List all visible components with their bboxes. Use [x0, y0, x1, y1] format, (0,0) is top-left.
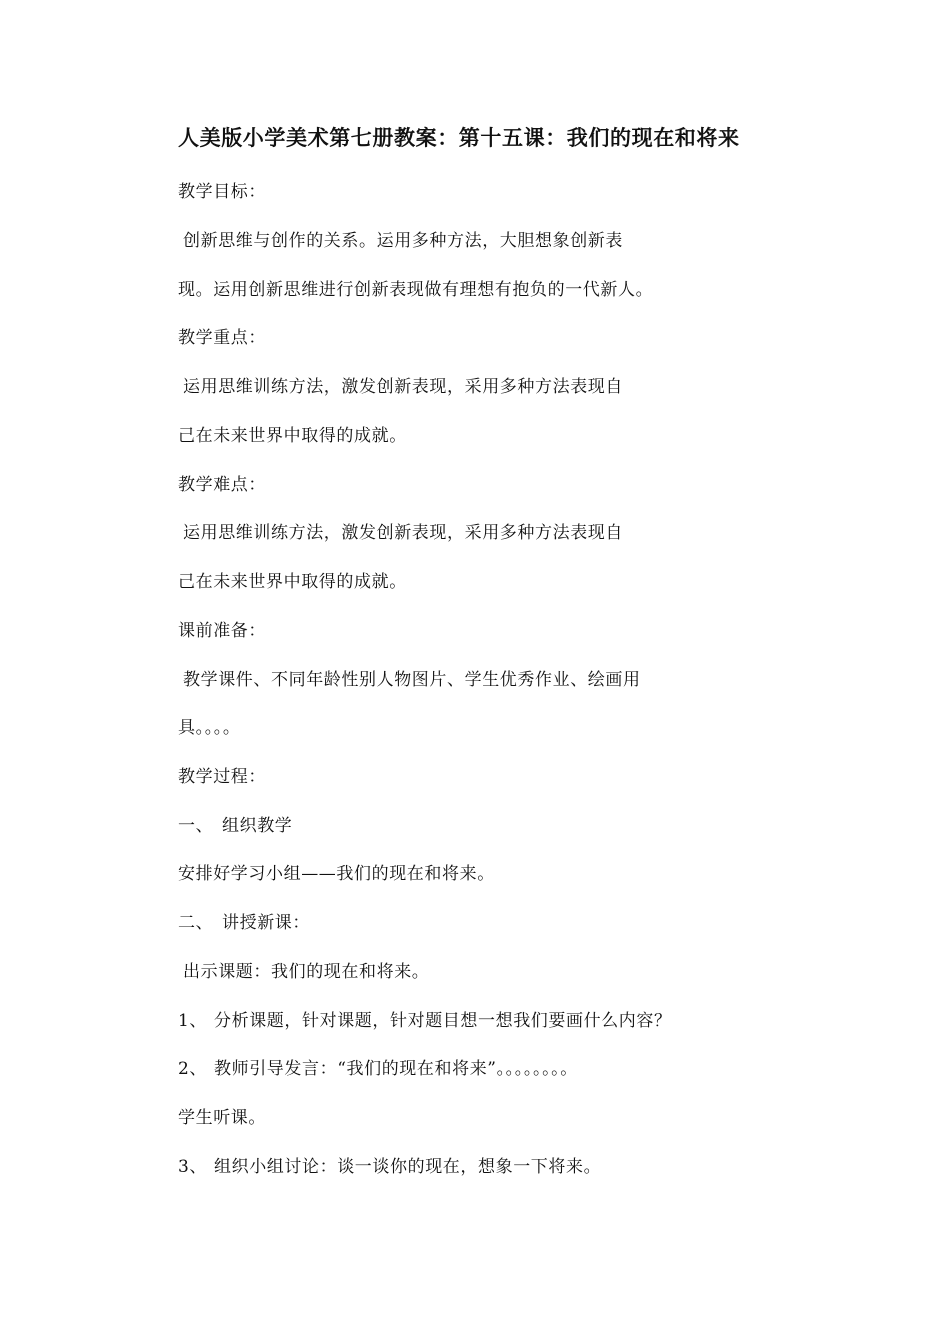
- paragraph-line: 创新思维与创作的关系。运用多种方法，大胆想象创新表: [183, 231, 623, 251]
- heading-key-points: 教学重点：: [178, 328, 266, 348]
- list-item-text: 分析课题，针对课题，针对题目想一想我们要画什么内容？: [214, 1011, 672, 1031]
- list-marker: 2、: [178, 1059, 208, 1079]
- list-item: [178, 1054, 578, 1079]
- list-item: [178, 908, 310, 933]
- list-marker: 3、: [178, 1157, 208, 1177]
- paragraph-line: 教学课件、不同年龄性别人物图片、学生优秀作业、绘画用: [183, 670, 641, 690]
- heading-preparation: 课前准备：: [178, 621, 266, 641]
- paragraph-line: 己在未来世界中取得的成就。: [178, 426, 407, 446]
- list-marker: 1、: [178, 1011, 208, 1031]
- paragraph-line: 出示课题：我们的现在和将来。: [183, 962, 430, 982]
- paragraph-line: 安排好学习小组——我们的现在和将来。: [178, 864, 495, 884]
- list-marker: 一、: [178, 816, 214, 836]
- list-item: [178, 1152, 601, 1177]
- paragraph-line: 己在未来世界中取得的成就。: [178, 572, 407, 592]
- list-item-text: 讲授新课：: [222, 913, 310, 933]
- paragraph-line: 运用思维训练方法，激发创新表现，采用多种方法表现自: [183, 523, 623, 543]
- document-title: 人美版小学美术第七册教案：第十五课：我们的现在和将来: [178, 126, 740, 150]
- heading-teaching-goals: 教学目标：: [178, 182, 266, 202]
- heading-process: 教学过程：: [178, 767, 266, 787]
- paragraph-line: 学生听课。: [178, 1108, 266, 1128]
- paragraph-line: 运用思维训练方法，激发创新表现，采用多种方法表现自: [183, 377, 623, 397]
- list-item-text: 组织小组讨论：谈一谈你的现在，想象一下将来。: [214, 1157, 602, 1177]
- list-item: [178, 811, 292, 836]
- list-item-text: 教师引导发言：“我们的现在和将来”。。。。。。。。: [214, 1059, 578, 1079]
- paragraph-line: 现。运用创新思维进行创新表现做有理想有抱负的一代新人。: [178, 280, 654, 300]
- list-item-text: 组织教学: [222, 816, 293, 836]
- heading-difficulties: 教学难点：: [178, 475, 266, 495]
- paragraph-line: 具。。。。: [178, 718, 241, 738]
- list-item: [178, 1006, 672, 1031]
- list-marker: 二、: [178, 913, 214, 933]
